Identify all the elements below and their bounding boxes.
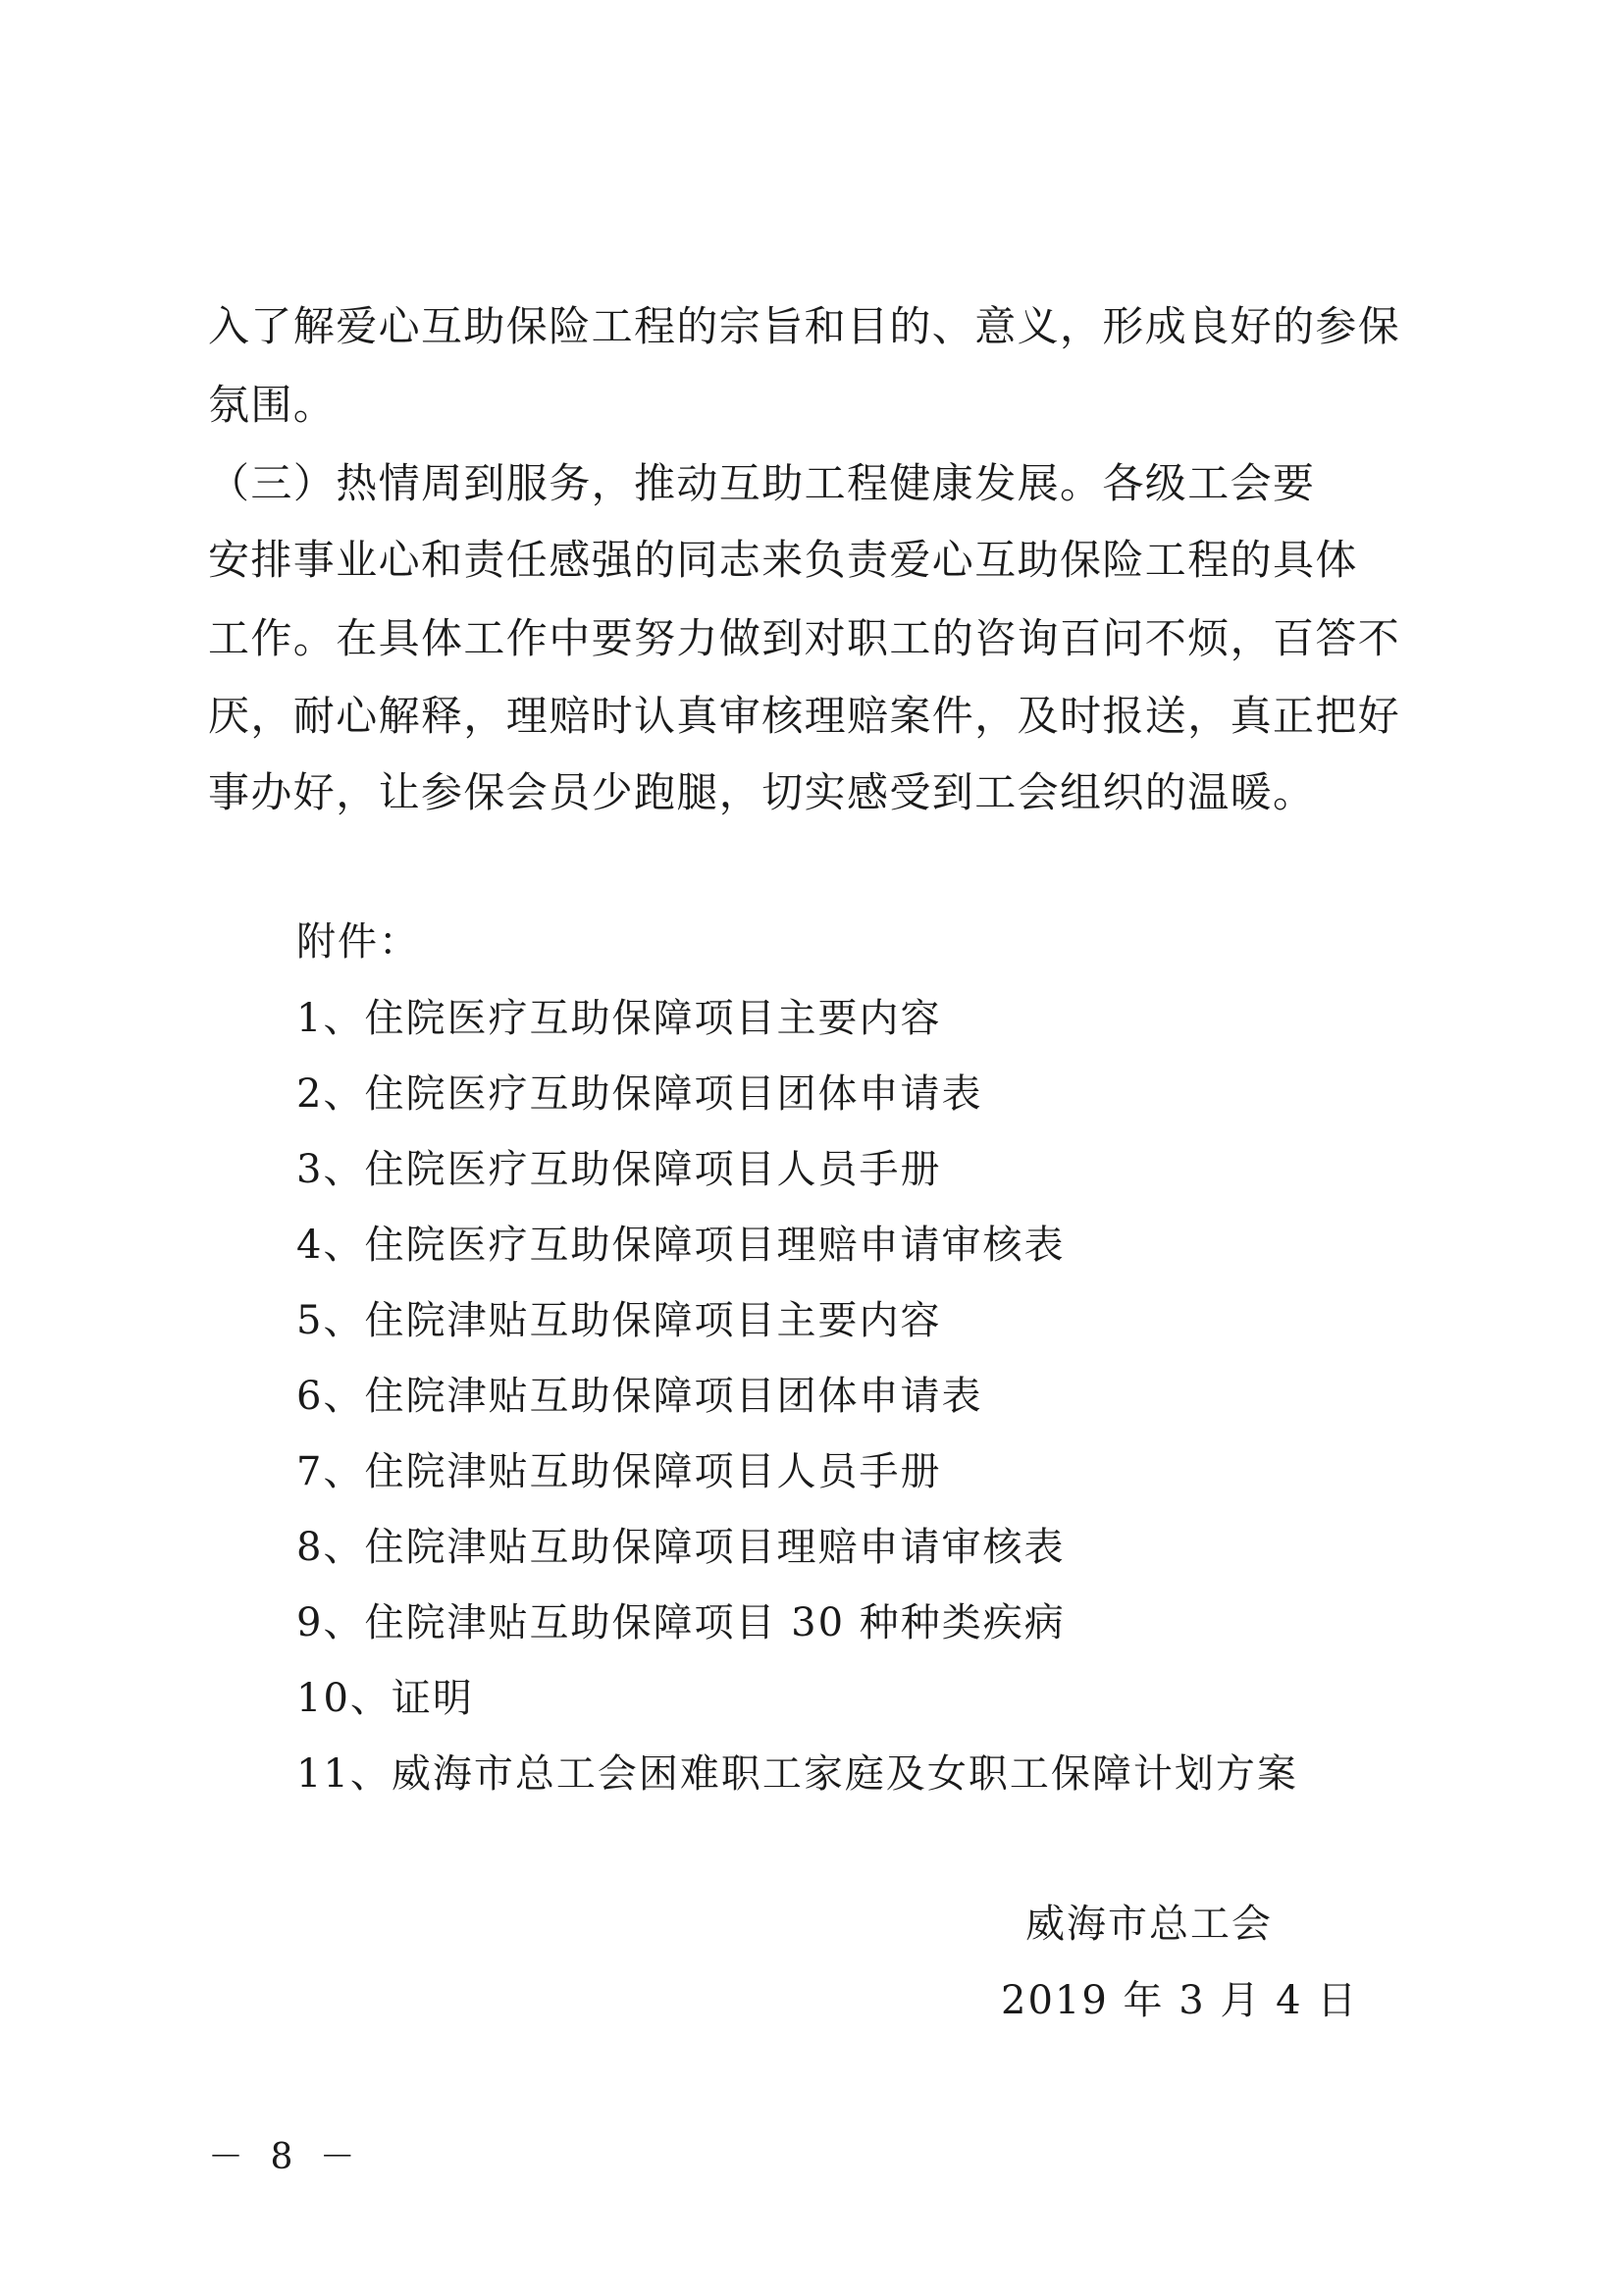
section-heading-line: （三）热情周到服务，推动互助工程健康发展。各级工会要 (208, 459, 1316, 507)
attachment-item: 6、住院津贴互助保障项目团体申请表 (296, 1374, 983, 1419)
attachment-item: 7、住院津贴互助保障项目人员手册 (296, 1449, 942, 1494)
attachment-item: 10、证明 (296, 1676, 474, 1721)
attachments-heading: 附件： (296, 919, 420, 965)
signature-date: 2019 年 3 月 4 日 (1001, 1978, 1359, 2023)
attachment-item: 4、住院医疗互助保障项目理赔申请审核表 (296, 1223, 1066, 1268)
attachment-item: 8、住院津贴互助保障项目理赔申请审核表 (296, 1525, 1066, 1570)
paragraph-line: 安排事业心和责任感强的同志来负责爱心互助保险工程的具体 (208, 536, 1358, 584)
paragraph-line: 工作。在具体工作中要努力做到对职工的咨询百问不烦，百答不 (208, 614, 1401, 662)
attachment-item: 9、住院津贴互助保障项目 30 种种类疾病 (296, 1600, 1066, 1645)
signature-organization: 威海市总工会 (1025, 1902, 1273, 1947)
paragraph-line: 氛围。 (208, 381, 337, 429)
paragraph-line: 厌，耐心解释，理赔时认真审核理赔案件，及时报送，真正把好 (208, 692, 1401, 740)
attachment-item: 3、住院医疗互助保障项目人员手册 (296, 1147, 942, 1192)
attachment-item: 1、住院医疗互助保障项目主要内容 (296, 996, 942, 1041)
paragraph-line: 入了解爱心互助保险工程的宗旨和目的、意义，形成良好的参保 (208, 302, 1401, 350)
page-number: － 8 － (208, 2137, 363, 2177)
paragraph-line: 事办好，让参保会员少跑腿，切实感受到工会组织的温暖。 (208, 768, 1316, 816)
attachment-item: 5、住院津贴互助保障项目主要内容 (296, 1298, 942, 1343)
attachment-item: 2、住院医疗互助保障项目团体申请表 (296, 1071, 983, 1117)
attachment-item: 11、威海市总工会困难职工家庭及女职工保障计划方案 (296, 1751, 1298, 1797)
